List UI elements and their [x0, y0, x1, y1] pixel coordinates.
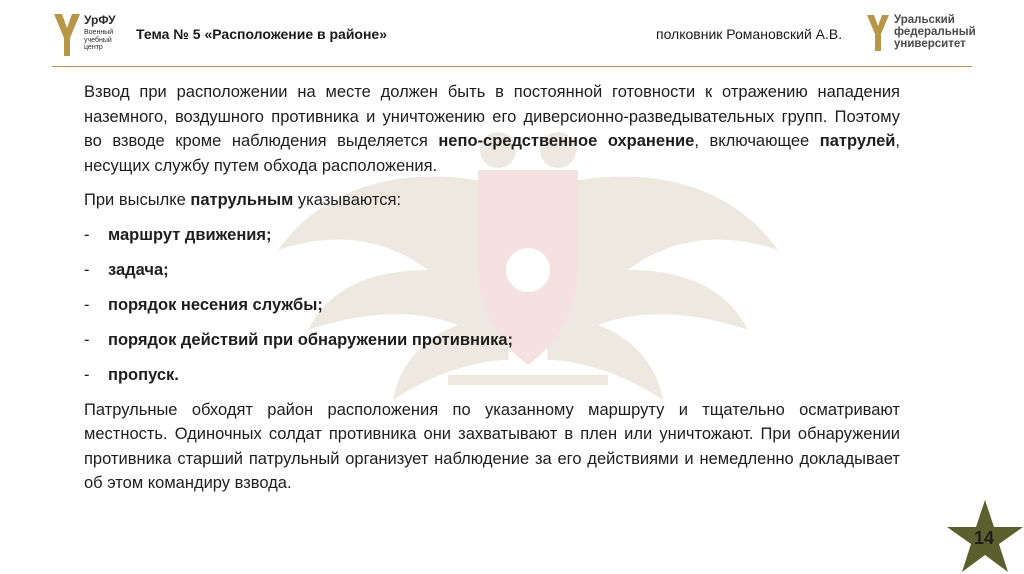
list-item: - маршрут движения;: [84, 223, 900, 248]
list-item-text: задача;: [108, 260, 169, 279]
list-item-text: порядок действий при обнаружении противника;: [108, 330, 514, 349]
right-logo-text: Уральский федеральный университет: [894, 14, 976, 50]
list-item: - задача;: [84, 258, 900, 283]
list-item-text: маршрут движения;: [108, 225, 272, 244]
list-item: - порядок несения службы;: [84, 293, 900, 318]
urfu-y-logo-icon: [52, 12, 82, 58]
paragraph-patrol-instructions: При высылке патрульным указываются:: [84, 191, 402, 209]
paragraph-patrol-duties: Патрульные обходят район расположения по указанному маршруту и тщательно осматривают местность. Одиночных солдат противника они захватывают в плен или уничтожают. При обнаружении противника старший патрульный организует наблюдение за его действиями и немедленно докладывает об этом командиру взвода.: [84, 400, 900, 493]
left-logo-brand: УрФУ: [84, 13, 116, 27]
page-number: 14: [974, 528, 995, 548]
urfu-y-logo-icon: [866, 14, 890, 52]
slide-body: [84, 80, 900, 506]
slide-author: полковник Романовский А.В.: [656, 26, 843, 42]
left-logo-subtitle: Военный учебный центр: [84, 29, 114, 51]
list-item: - порядок действий при обнаружении противника;: [84, 328, 900, 353]
list-item-text: порядок несения службы;: [108, 295, 323, 314]
slide-topic: Тема № 5 «Расположение в районе»: [136, 26, 388, 42]
list-item-text: пропуск.: [108, 365, 179, 384]
paragraph-intro: Взвод при расположении на месте должен быть в постоянной готовности к отражению нападения наземного, воздушного противника и уничтожению его диверсионно-разведывательных групп. Поэтому во взводе кроме наблюдения выделяется непо-средственное охранение, включающее патрулей, несущих службу путем обхода расположения.: [84, 83, 901, 175]
urfu-military-center-logo: [52, 12, 122, 60]
header-divider: [52, 66, 972, 67]
slide-header: [0, 0, 1024, 66]
list-item: - пропуск.: [84, 363, 900, 388]
urfu-university-logo: [866, 14, 976, 54]
